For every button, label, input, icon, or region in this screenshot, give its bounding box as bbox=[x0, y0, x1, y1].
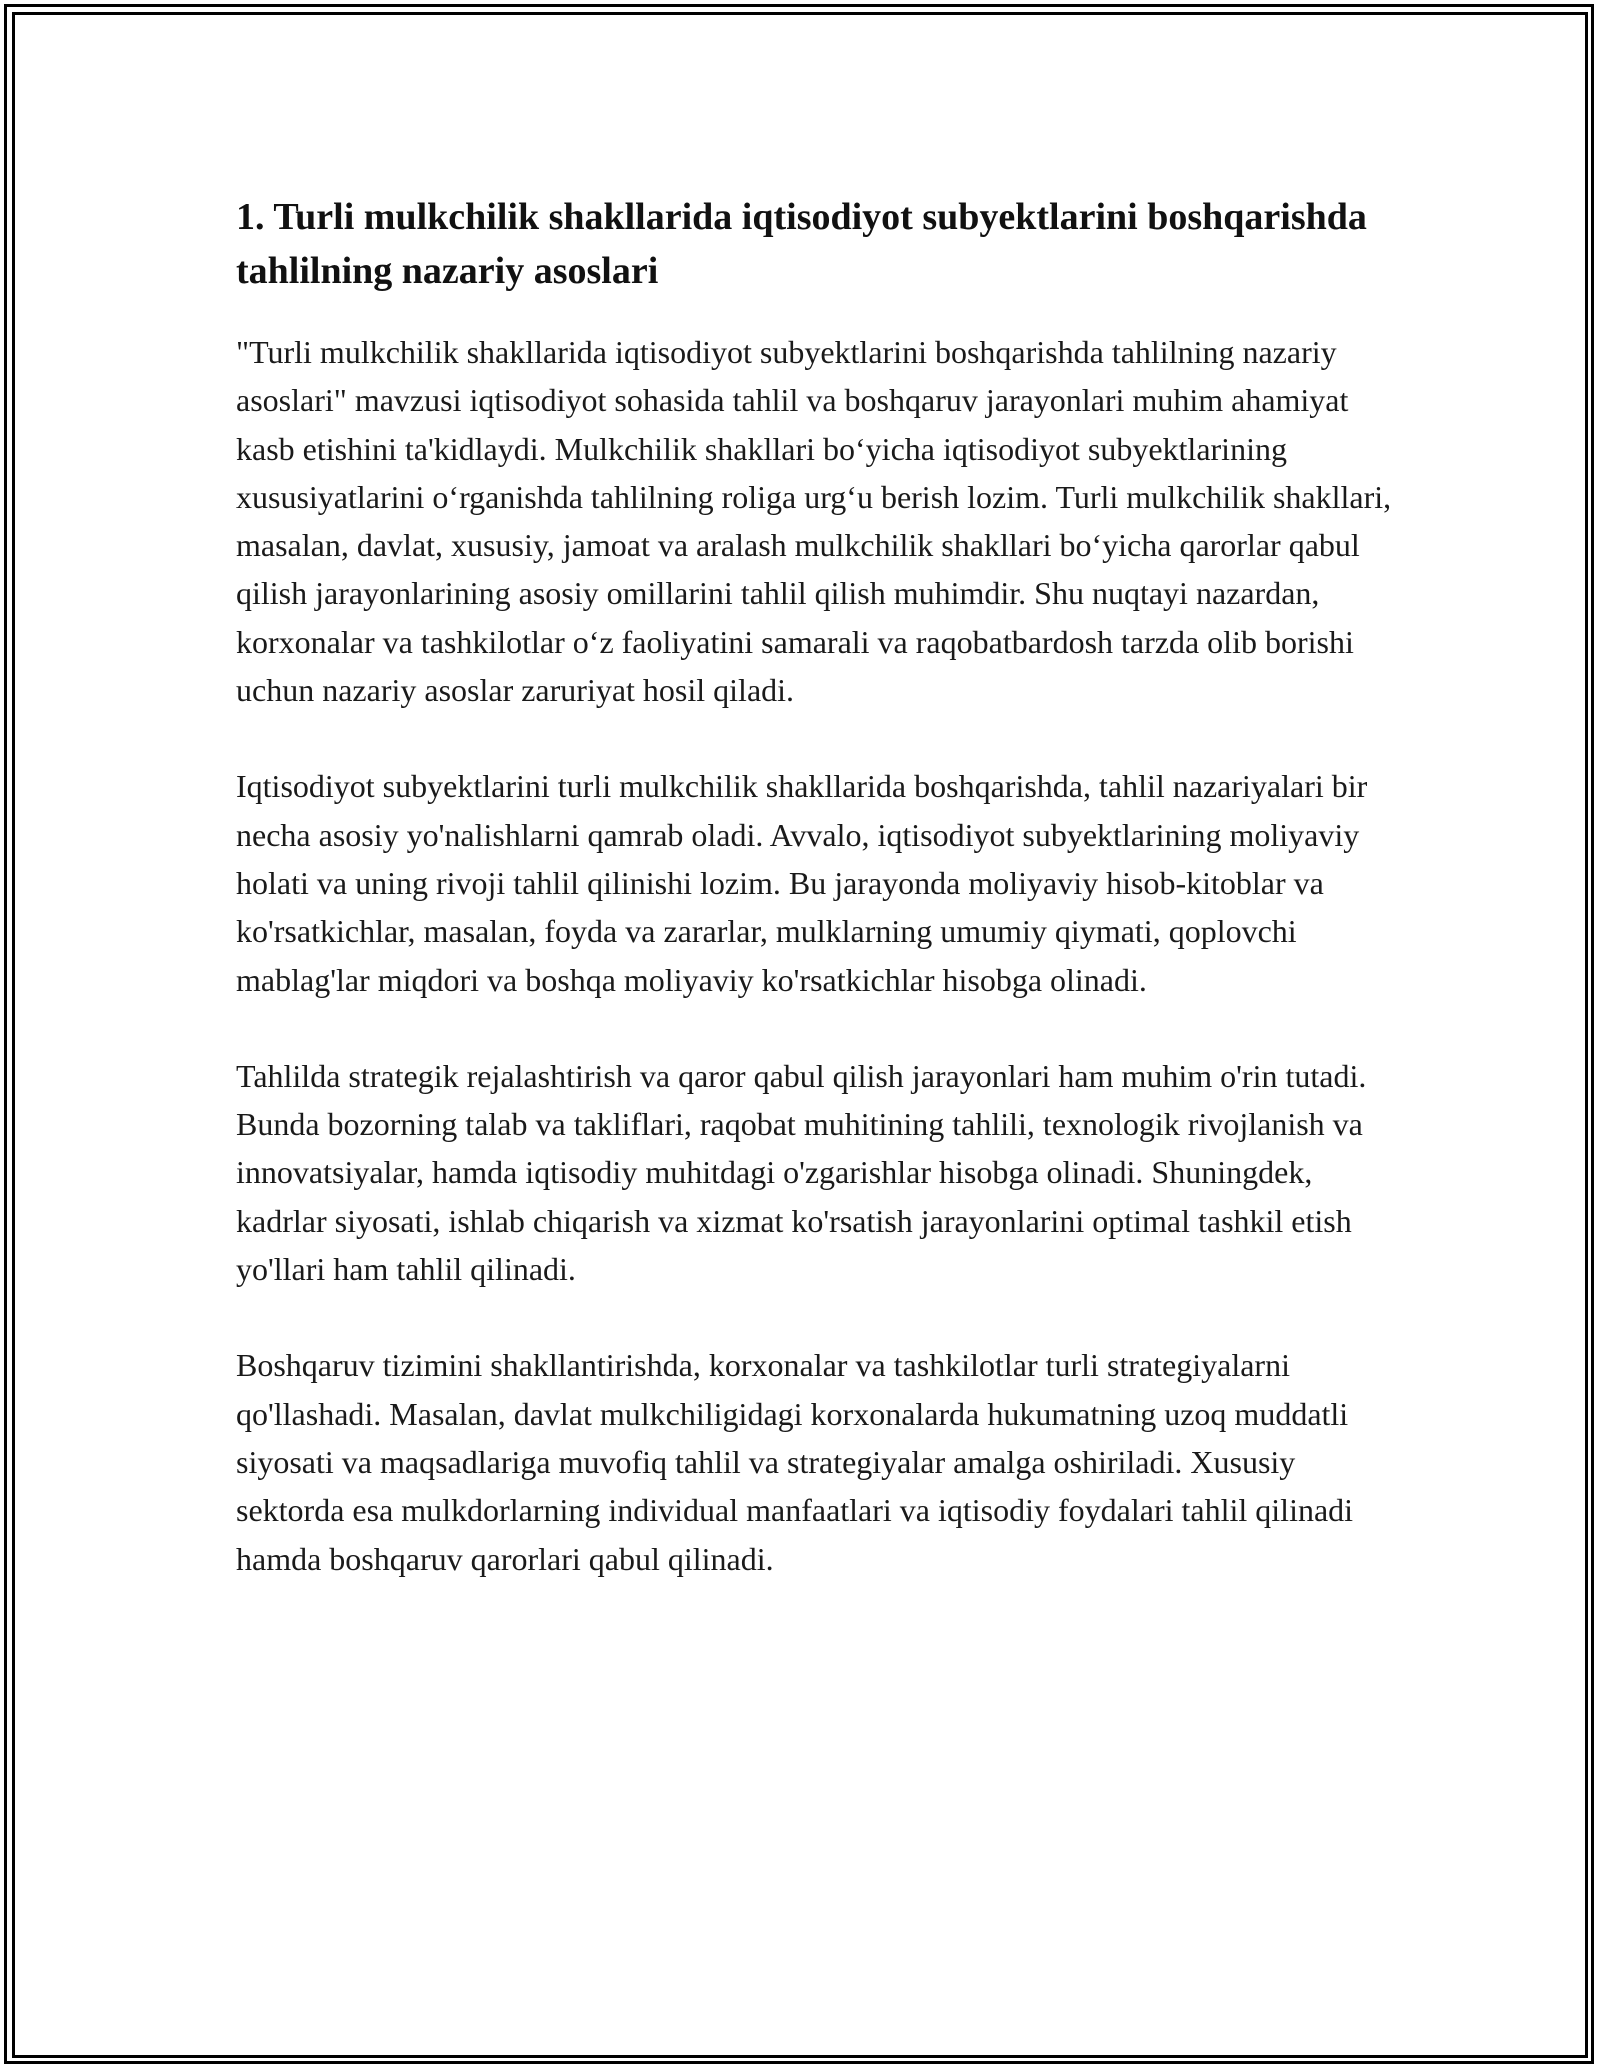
paragraph-2: Iqtisodiyot subyektlarini turli mulkchilik shakllarida boshqarishda, tahlil nazariyalari bir necha asosiy yo'nalishlarni qamrab oladi. Avvalo, iqtisodiyot subyektlarining moliyaviy holati va uning rivoji tahlil qilinishi lozim. Bu jarayonda moliyaviy hisob-kitoblar va ko'rsatkichlar, masalan, foyda va zararlar, mulklarning umumiy qiymati, qoplovchi mablag'lar miqdori va boshqa moliyaviy ko'rsatkichlar hisobga olinadi. bbox=[236, 768, 1368, 998]
section-heading: 1. Turli mulkchilik shakllarida iqtisodiyot subyektlarini boshqarishda tahlilning nazariy asoslari bbox=[236, 196, 1367, 292]
paragraph-1: "Turli mulkchilik shakllarida iqtisodiyot subyektlarini boshqarishda tahlilning nazariy asoslari" mavzusi iqtisodiyot sohasida tahlil va boshqaruv jarayonlari muhim ahamiyat kasb etishini ta'kidlaydi. Mulkchilik shakllari bo‘yicha iqtisodiyot subyektlarining xususiyatlarini o‘rganishda tahlilning roliga urg‘u berish lozim. Turli mulkchilik shakllari, masalan, davlat, xususiy, jamoat va aralash mulkchilik shakllari bo‘yicha qarorlar qabul qilish jarayonlarining asosiy omillarini tahlil qilish muhimdir. Shu nuqtayi nazardan, korxonalar va tashkilotlar o‘z faoliyatini samarali va raqobatbardosh tarzda olib borishi uchun nazariy asoslar zaruriyat hosil qiladi. bbox=[236, 334, 1392, 709]
document-body bbox=[236, 190, 1396, 1631]
paragraph-3: Tahlilda strategik rejalashtirish va qaror qabul qilish jarayonlari ham muhim o'rin tutadi. Bunda bozorning talab va takliflari, raqobat muhitining tahlili, texnologik rivojlanish va innovatsiyalar, hamda iqtisodiy muhitdagi o'zgarishlar hisobga olinadi. Shuningdek, kadrlar siyosati, ishlab chiqarish va xizmat ko'rsatish jarayonlarini optimal tashkil etish yo'llari ham tahlil qilinadi. bbox=[236, 1057, 1367, 1288]
paragraph-4: Boshqaruv tizimini shakllantirishda, korxonalar va tashkilotlar turli strategiyalarni qo'llashadi. Masalan, davlat mulkchiligidagi korxonalarda hukumatning uzoq muddatli siyosati va maqsadlariga muvofiq tahlil va strategiyalar amalga oshiriladi. Xususiy sektorda esa mulkdorlarning individual manfaatlari va iqtisodiy foydalari tahlil qilinadi hamda boshqaruv qarorlari qabul qilinadi. bbox=[236, 1347, 1354, 1577]
